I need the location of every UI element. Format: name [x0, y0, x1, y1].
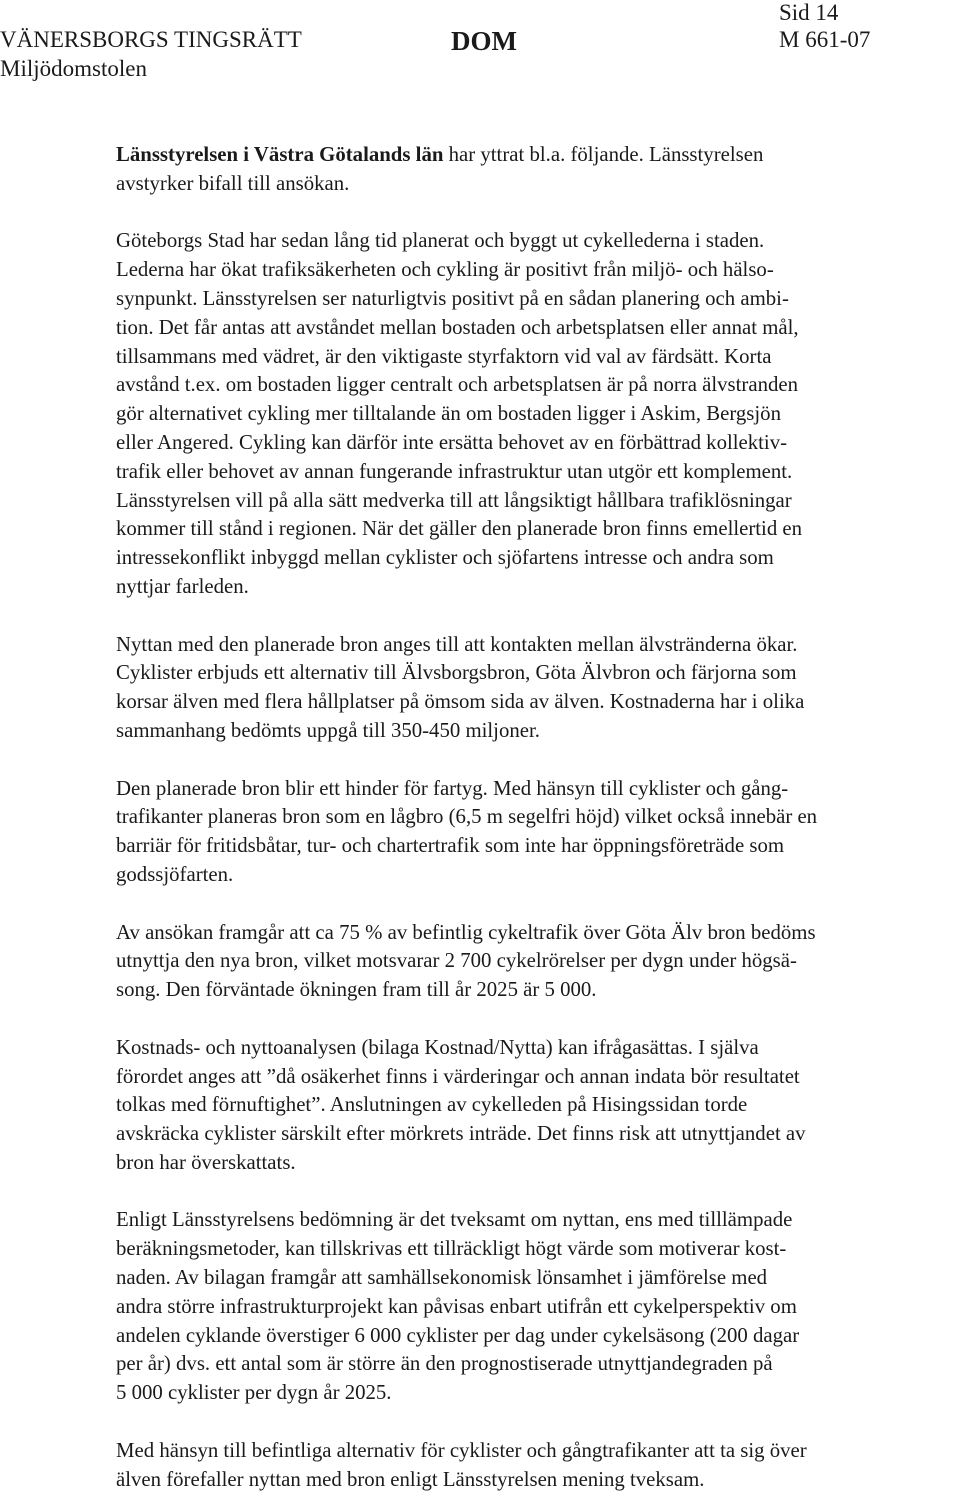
text-segment: älven förefaller nyttan med bron enligt Länsstyrelsen mening tveksam.	[116, 1467, 705, 1491]
text-line	[116, 775, 942, 804]
text-segment: tion. Det får antas att avståndet mellan bostaden och arbetsplatsen eller annat mål,	[116, 315, 799, 339]
text-segment: tillsammans med vädret, är den viktigaste styrfaktorn vid val av färdsätt. Korta	[116, 344, 772, 368]
text-line	[116, 919, 942, 948]
text-segment: per år) dvs. ett antal som är större än den prognostiserade utnyttjandegraden på	[116, 1352, 773, 1376]
text-segment: 5 000 cyklister per dygn år 2025.	[116, 1381, 392, 1405]
text-line	[116, 861, 942, 890]
court-name: VÄNERSBORGS TINGSRÄTT	[0, 27, 302, 52]
text-line	[116, 573, 942, 602]
text-segment: Cyklister erbjuds ett alternativ till Älvsborgsbron, Göta Älvbron och färjorna som	[116, 661, 797, 685]
text-line	[116, 515, 942, 544]
paragraph	[116, 919, 942, 1005]
text-segment: song. Den förväntade ökningen fram till år 2025 är 5 000.	[116, 978, 597, 1002]
text-segment: har yttrat bl.a. följande. Länsstyrelsen	[443, 143, 764, 166]
text-segment: sammanhang bedömts uppgå till 350-450 miljoner.	[116, 718, 540, 742]
text-line	[116, 688, 942, 717]
text-segment: kommer till stånd i regionen. När det gäller den planerade bron finns emellertid en	[116, 517, 803, 541]
text-line	[116, 544, 942, 573]
paragraph	[116, 227, 942, 601]
text-segment: naden. Av bilagan framgår att samhällsekonomisk lönsamhet i jämförelse med	[116, 1266, 768, 1290]
text-line	[116, 659, 942, 688]
text-segment: eller Angered. Cykling kan därför inte ersätta behovet av en förbättrad kollektiv-	[116, 430, 788, 454]
text-segment: intressekonflikt inbyggd mellan cyklister och sjöfartens intresse och andra som	[116, 546, 774, 570]
document-type: DOM	[451, 26, 517, 56]
text-segment: korsar älven med flera hållplatser på ömsom sida av älven. Kostnaderna har i olika	[116, 690, 805, 714]
text-line	[116, 314, 942, 343]
text-line	[116, 947, 942, 976]
paragraph	[116, 1437, 942, 1495]
paragraph	[116, 141, 942, 199]
text-segment: Nyttan med den planerade bron anges till att kontakten mellan älvstränderna ökar.	[116, 632, 798, 656]
text-line	[116, 976, 942, 1005]
bold-text: Länsstyrelsen i Västra Götalands län	[116, 143, 444, 166]
text-segment: Kostnads- och nyttoanalysen (bilaga Kostnad/Nytta) kan ifrågasättas. I själva	[116, 1035, 759, 1059]
text-segment: Med hänsyn till befintliga alternativ för cyklister och gångtrafikanter att ta sig över	[116, 1438, 807, 1462]
text-line	[116, 1322, 942, 1351]
text-line	[116, 1034, 942, 1063]
text-segment: utnyttja den nya bron, vilket motsvarar 2 700 cykelrörelser per dygn under högsä-	[116, 949, 797, 973]
text-line	[116, 1437, 942, 1466]
text-segment: Den planerade bron blir ett hinder för fartyg. Med hänsyn till cyklister och gång-	[116, 776, 789, 800]
text-segment: Lederna har ökat trafiksäkerheten och cykling är positivt från miljö- och hälso-	[116, 258, 774, 282]
text-segment: Göteborgs Stad har sedan lång tid planerat och byggt ut cykellederna i staden.	[116, 229, 765, 253]
text-segment: tolkas med förnuftighet”. Anslutningen av cykelleden på Hisingssidan torde	[116, 1093, 748, 1117]
text-line	[116, 1149, 942, 1178]
paragraph	[116, 631, 942, 746]
text-line	[116, 1120, 942, 1149]
text-line	[116, 227, 942, 256]
case-number: M 661-07	[779, 27, 871, 52]
text-line	[116, 717, 942, 746]
text-segment: Länsstyrelsen vill på alla sätt medverka till att långsiktigt hållbara trafiklösningar	[116, 488, 792, 512]
text-segment: barriär för fritidsbåtar, tur- och chartertrafik som inte har öppningsföreträde som	[116, 834, 785, 858]
text-segment: nyttjar farleden.	[116, 574, 249, 598]
paragraph	[116, 1206, 942, 1408]
text-segment: andelen cyklande överstiger 6 000 cyklister per dag under cykelsäsong (200 dagar	[116, 1323, 800, 1347]
text-line	[116, 1466, 942, 1495]
text-line	[116, 1091, 942, 1120]
text-segment: förordet anges att ”då osäkerhet finns i värderingar och annan indata bör resultatet	[116, 1064, 800, 1088]
text-line	[116, 803, 942, 832]
text-segment: synpunkt. Länsstyrelsen ser naturligtvis positivt på en sådan planering och ambi-	[116, 286, 789, 310]
text-line	[116, 1063, 942, 1092]
text-segment: bron har överskattats.	[116, 1150, 296, 1174]
text-segment: godssjöfarten.	[116, 862, 234, 886]
text-line	[116, 141, 942, 170]
text-segment: Av ansökan framgår att ca 75 % av befintlig cykeltrafik över Göta Älv bron bedöms	[116, 920, 816, 944]
text-line	[116, 256, 942, 285]
text-line	[116, 458, 942, 487]
text-line	[116, 1206, 942, 1235]
document-body	[116, 141, 942, 1494]
page-number: Sid 14	[779, 0, 839, 25]
text-segment: trafik eller behovet av annan fungerande infrastruktur utan utgör ett komplement.	[116, 459, 793, 483]
text-line	[116, 170, 942, 199]
text-line	[116, 832, 942, 861]
text-line	[116, 1379, 942, 1408]
text-line	[116, 400, 942, 429]
text-segment: avskräcka cyklister särskilt efter mörkrets inträde. Det finns risk att utnyttjandet av	[116, 1122, 806, 1146]
text-line	[116, 429, 942, 458]
text-segment: avstyrker bifall till ansökan.	[116, 171, 350, 195]
text-line	[116, 1235, 942, 1264]
paragraph	[116, 775, 942, 890]
text-line	[116, 1264, 942, 1293]
text-segment: Enligt Länsstyrelsens bedömning är det tveksamt om nyttan, ens med tilllämpade	[116, 1208, 793, 1232]
text-segment: trafikanter planeras bron som en lågbro (6,5 m segelfri höjd) vilket också innebär en	[116, 805, 818, 829]
court-department: Miljödomstolen	[0, 56, 147, 81]
text-line	[116, 371, 942, 400]
text-line	[116, 631, 942, 660]
text-line	[116, 487, 942, 516]
text-line	[116, 285, 942, 314]
text-line	[116, 1293, 942, 1322]
paragraph	[116, 1034, 942, 1178]
text-segment: gör alternativet cykling mer tilltalande än om bostaden ligger i Askim, Bergsjön	[116, 402, 781, 426]
text-line	[116, 1350, 942, 1379]
text-line	[116, 343, 942, 372]
text-segment: avstånd t.ex. om bostaden ligger centralt och arbetsplatsen är på norra älvstranden	[116, 373, 799, 397]
text-segment: beräkningsmetoder, kan tillskrivas ett tillräckligt högt värde som motiverar kost-	[116, 1237, 787, 1261]
text-segment: andra större infrastrukturprojekt kan påvisas enbart utifrån ett cykelperspektiv om	[116, 1294, 797, 1318]
